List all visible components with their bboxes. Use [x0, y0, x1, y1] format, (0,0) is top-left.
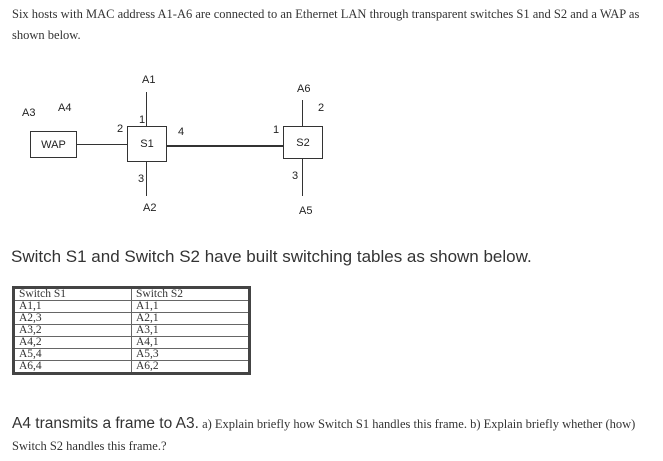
- s2-entry: A3,1: [132, 325, 250, 337]
- s2-entry: A5,3: [132, 349, 250, 361]
- host-a6-label: A6: [297, 83, 311, 95]
- question-lead: A4 transmits a frame to A3.: [12, 415, 199, 432]
- s2-entry: A4,1: [132, 337, 250, 349]
- s1-entry: A3,2: [14, 325, 132, 337]
- host-a2-label: A2: [143, 202, 157, 214]
- s1-entry: A6,4: [14, 361, 132, 374]
- intro-paragraph: Six hosts with MAC address A1-A6 are connected to an Ethernet LAN through transparent switches S1 and S2 and a WAP as shown below.: [12, 7, 640, 42]
- switch-s1-box: [127, 126, 167, 162]
- host-a5-label: A5: [299, 205, 313, 217]
- switch-s2-box: [283, 126, 323, 159]
- s2-entry: A6,2: [132, 361, 250, 374]
- wap-box: [30, 131, 77, 158]
- s2-table-header: Switch S2: [132, 288, 250, 301]
- table-header-row: [14, 288, 250, 301]
- host-a3-label: A3: [22, 107, 36, 119]
- link-s1-s2: [167, 145, 283, 147]
- link-s2-a5: [302, 159, 303, 196]
- question-paragraph: [12, 413, 657, 457]
- table-row: [14, 337, 250, 349]
- link-wap-s1: [77, 144, 127, 145]
- table-row: [14, 361, 250, 374]
- switching-tables: [12, 286, 251, 375]
- s1-table-header: Switch S1: [14, 288, 132, 301]
- s2-entry: A1,1: [132, 301, 250, 313]
- link-s2-a6: [302, 100, 303, 126]
- s1-port-1-label: 1: [139, 114, 146, 126]
- s1-entry: A2,3: [14, 313, 132, 325]
- s2-port-2-label: 2: [318, 102, 325, 114]
- table-row: [14, 325, 250, 337]
- table-row: [14, 313, 250, 325]
- table-row: [14, 349, 250, 361]
- s2-entry: A2,1: [132, 313, 250, 325]
- s1-port-2-label: 2: [117, 123, 124, 135]
- s1-entry: A5,4: [14, 349, 132, 361]
- s1-label: S1: [140, 138, 154, 150]
- question-rest: a) Explain briefly how Switch S1 handles this frame. b) Explain briefly whether (how) Switch S2 handles this frame.?: [12, 417, 636, 453]
- table-row: [14, 301, 250, 313]
- s1-entry: A1,1: [14, 301, 132, 313]
- s2-port-1-label: 1: [273, 124, 280, 136]
- host-a1-label: A1: [142, 74, 156, 86]
- s2-label: S2: [296, 136, 310, 149]
- link-s1-a2: [146, 162, 147, 196]
- wap-label: WAP: [41, 138, 66, 151]
- s2-port-3-label: 3: [292, 170, 299, 182]
- s1-entry: A4,2: [14, 337, 132, 349]
- s1-port-4-label: 4: [178, 126, 185, 138]
- link-s1-a1: [146, 92, 147, 126]
- s1-port-3-label: 3: [138, 173, 145, 185]
- host-a4-label: A4: [58, 102, 72, 114]
- tables-heading: Switch S1 and Switch S2 have built switching tables as shown below.: [11, 247, 532, 266]
